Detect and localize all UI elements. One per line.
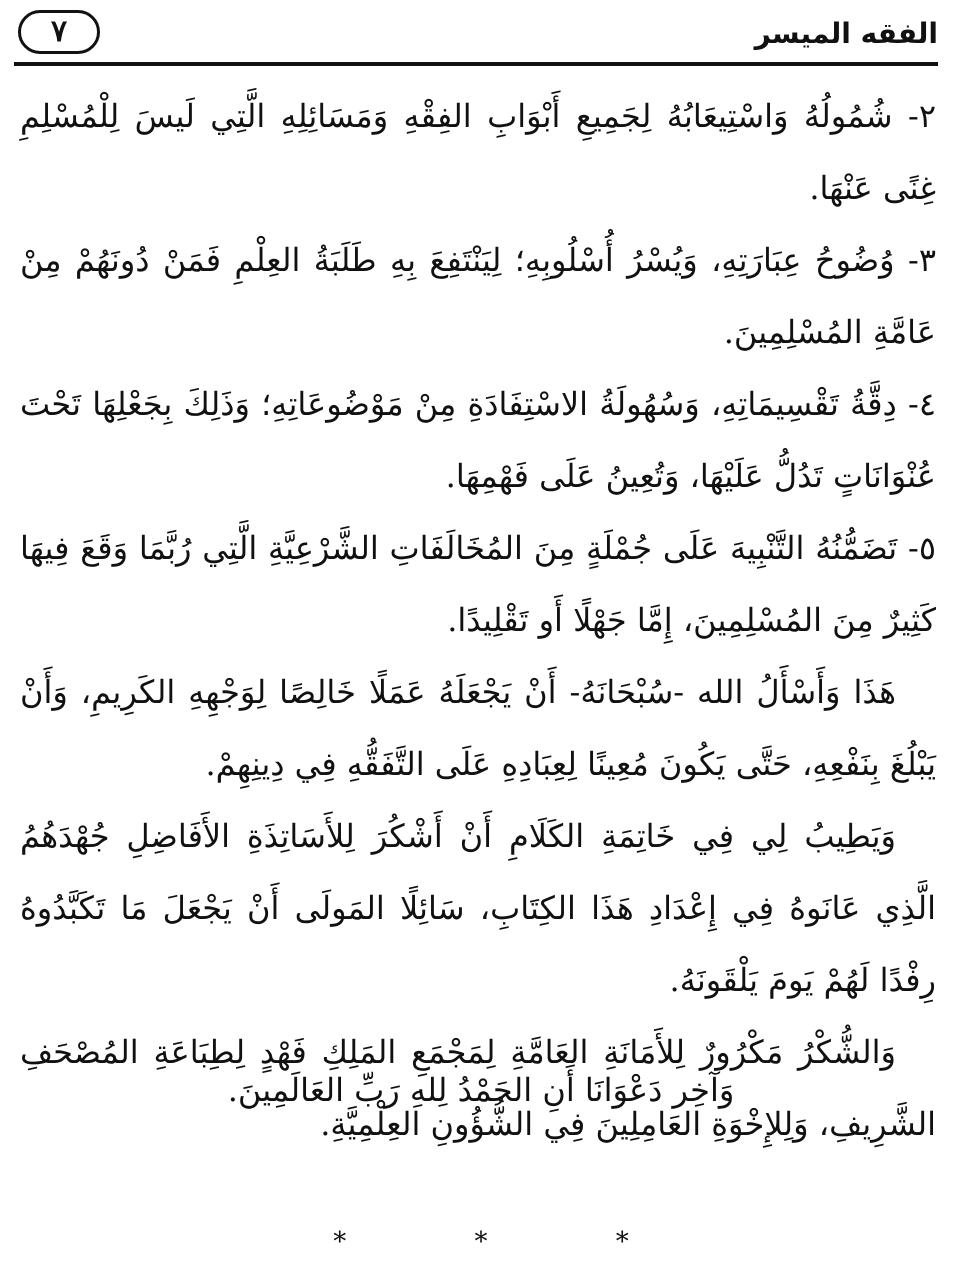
closing-line: وَآخِر دَعْوَانَا أَنِ الحَمْدُ لِلهِ رَبِّ العَالَمِينَ.: [227, 1071, 735, 1109]
page-header: [14, 6, 938, 66]
list-item-4: ٤- دِقَّةُ تَقْسِيمَاتِهِ، وَسُهُولَةُ الاسْتِفَادَةِ مِنْ مَوْضُوعَاتِهِ؛ وَذَلِكَ بِجَعْلِهَا تَحْتَ عُنْوَانَاتٍ تَدُلُّ عَلَيْهَا، وَتُعِينُ عَلَى فَهْمِهَا.: [20, 385, 937, 495]
list-item-3: ٣- وُضُوحُ عِبَارَتِهِ، وَيُسْرُ أُسْلُوبِهِ؛ لِيَنْتَفِعَ بِهِ طَلَبَةُ العِلْمِ فَمَنْ دُونَهُمْ مِنْ عَامَّةِ المُسْلِمِينَ.: [20, 241, 937, 351]
header-rule: [14, 62, 938, 66]
acknowledgment-paragraph: وَالشُّكْرُ مَكْرُورٌ لِلأَمَانَةِ العَامَّةِ لِمَجْمَعِ المَلِكِ فَهْدٍ لِطِبَاعَةِ المُصْحَفِ الشَّرِيفِ، وَلِلإِخْوَةِ العَامِلِينَ فِي الشُّؤُونِ العِلْمِيَّةِ.: [20, 1033, 936, 1143]
prayer-paragraph: هَذَا وَأَسْأَلُ الله -سُبْحَانَهُ- أَنْ يَجْعَلَهُ عَمَلًا خَالِصًا لِوَجْهِهِ الكَرِيمِ، وَأَنْ يَبْلُغَ بِنَفْعِهِ، حَتَّى يَكُونَ مُعِينًا لِعِبَادِهِ عَلَى التَّفَقُّهِ فِي دِينِهِمْ.: [20, 673, 936, 783]
body-text: [20, 80, 936, 1160]
running-title: الفقه الميسر: [754, 17, 938, 50]
list-item-5: ٥- تَضَمُّنُهُ التَّنْبِيهَ عَلَى جُمْلَةٍ مِنَ المُخَالَفَاتِ الشَّرْعِيَّةِ الَّتِي رُبَّمَا وَقَعَ فِيهَا كَثِيرٌ مِنَ المُسْلِمِينَ، إِمَّا جَهْلًا أَو تَقْلِيدًا.: [20, 529, 936, 639]
thanks-paragraph: وَيَطِيبُ لِي فِي خَاتِمَةِ الكَلَامِ أَنْ أَشْكُرَ لِلأَسَاتِذَةِ الأَفَاضِلِ جُهْدَهُمُ الَّذِي عَانَوهُ فِي إِعْدَادِ هَذَا الكِتَابِ، سَائِلًا المَولَى أَنْ يَجْعَلَ مَا تَكَبَّدُوهُ رِفْدًا لَهُمْ يَومَ يَلْقَونَهُ.: [20, 817, 936, 999]
end-ornament: * * *: [333, 1227, 689, 1257]
list-item-2: ٢- شُمُولُهُ وَاسْتِيعَابُهُ لِجَمِيعِ أَبْوَابِ الفِقْهِ وَمَسَائِلِهِ الَّتِي لَيسَ لِلْمُسْلِمِ غِنًى عَنْهَا.: [20, 97, 936, 207]
page-number: ٧: [18, 10, 100, 54]
